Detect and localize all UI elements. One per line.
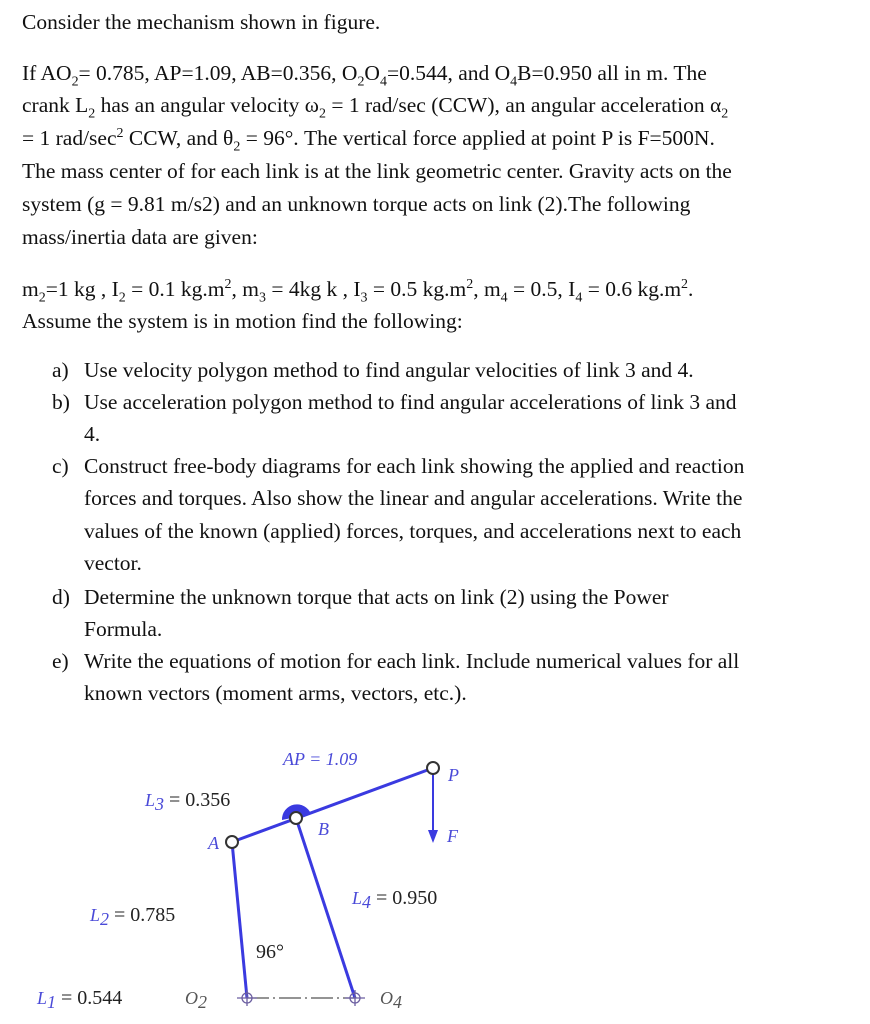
text-segment: 3: [360, 290, 368, 306]
joint-a: [226, 836, 238, 848]
text-segment: 4: [575, 290, 583, 306]
angle-label: 96°: [256, 941, 284, 963]
text-segment: has an angular velocity ω: [95, 93, 319, 117]
text-segment: = 1 rad/sec: [22, 126, 117, 150]
text-segment: 4: [510, 74, 518, 90]
svg-text:AP = 1.09: [282, 749, 357, 769]
ap-label: AP = 1.09: [283, 749, 358, 769]
question-text: forces and torques. Also show the linear and angular accelerations. Write the: [84, 486, 743, 510]
question-text: values of the known (applied) forces, torques, and accelerations next to each: [84, 519, 742, 543]
l2-label: L2 = 0.785: [90, 904, 176, 929]
text-segment: = 0.6 kg.m: [582, 277, 682, 301]
text-segment: 3: [258, 290, 266, 306]
question-text: 4.: [84, 422, 101, 446]
l3-label: L3 = 0.356: [145, 789, 231, 814]
text-segment: 2: [88, 106, 96, 122]
text-segment: 4: [379, 74, 387, 90]
text-segment: If AO: [22, 61, 72, 85]
text-segment: CCW, and θ: [123, 126, 234, 150]
text-segment: 2: [224, 276, 232, 292]
text-segment: , m: [473, 277, 501, 301]
text-segment: , m: [231, 277, 259, 301]
text-segment: = 0.1 kg.m: [125, 277, 225, 301]
question-text: Use velocity polygon method to find angular velocities of link 3 and 4.: [84, 358, 694, 382]
text-segment: Assume the system is in motion find the following:: [22, 309, 463, 333]
text-segment: 2: [116, 125, 124, 141]
label-o4: O4: [380, 988, 402, 1012]
text-segment: 2: [71, 74, 79, 90]
text-segment: 2: [233, 139, 241, 155]
text-segment: mass/inertia data are given:: [22, 225, 258, 249]
label-a: A: [208, 833, 219, 853]
question-text: Formula.: [84, 617, 163, 641]
text-segment: 2: [721, 106, 729, 122]
question-text: Write the equations of motion for each link. Include numerical values for all: [84, 649, 740, 673]
point-p: [427, 762, 439, 774]
text-segment: = 96°. The vertical force applied at point P is F=500N.: [240, 126, 715, 150]
force-arrowhead: [428, 830, 438, 843]
text-segment: =1 kg , I: [45, 277, 119, 301]
question-text: Use acceleration polygon method to find angular accelerations of link 3 and: [84, 390, 737, 414]
label-o2: O2: [185, 988, 207, 1012]
l4-label: L4 = 0.950: [352, 887, 438, 912]
text-segment: = 0.785, AP=1.09, AB=0.356, O: [78, 61, 358, 85]
question-label: d): [52, 585, 70, 609]
text-segment: The mass center of for each link is at the link geometric center. Gravity acts on the: [22, 159, 732, 183]
text-segment: = 0.5 kg.m: [367, 277, 467, 301]
text-segment: = 1 rad/sec (CCW), an angular acceleration α: [325, 93, 722, 117]
question-text: Determine the unknown torque that acts on link (2) using the Power: [84, 585, 669, 609]
question-label: e): [52, 649, 69, 673]
l1-label: L1 = 0.544: [37, 987, 123, 1012]
text-segment: B=0.950 all in m. The: [517, 61, 707, 85]
text-segment: = 0.5, I: [507, 277, 576, 301]
question-label: b): [52, 390, 70, 414]
question-text: known vectors (moment arms, vectors, etc.).: [84, 681, 467, 705]
text-segment: m: [22, 277, 39, 301]
label-f: F: [447, 826, 458, 846]
link-4: [296, 818, 355, 998]
joint-b: [290, 812, 302, 824]
text-segment: 4: [500, 290, 508, 306]
question-text: vector.: [84, 551, 142, 575]
text-segment: system (g = 9.81 m/s2) and an unknown torque acts on link (2).The following: [22, 192, 691, 216]
link-2: [232, 842, 247, 998]
text-segment: 2: [118, 290, 126, 306]
text-segment: 2: [466, 276, 474, 292]
text-segment: crank L: [22, 93, 89, 117]
text-segment: 2: [318, 106, 326, 122]
text-segment: 2: [357, 74, 365, 90]
text-segment: 2: [681, 276, 689, 292]
question-label: c): [52, 454, 69, 478]
text-segment: .: [688, 277, 694, 301]
text-segment: = 4kg k , I: [265, 277, 361, 301]
label-p: P: [448, 765, 459, 785]
text-segment: =0.544, and O: [386, 61, 511, 85]
text-segment: 2: [38, 290, 46, 306]
link-3: [232, 768, 433, 842]
intro-line: Consider the mechanism shown in figure.: [22, 10, 381, 34]
question-label: a): [52, 358, 69, 382]
label-b: B: [318, 819, 329, 839]
question-text: Construct free-body diagrams for each link showing the applied and reaction: [84, 454, 745, 478]
text-segment: O: [364, 61, 380, 85]
